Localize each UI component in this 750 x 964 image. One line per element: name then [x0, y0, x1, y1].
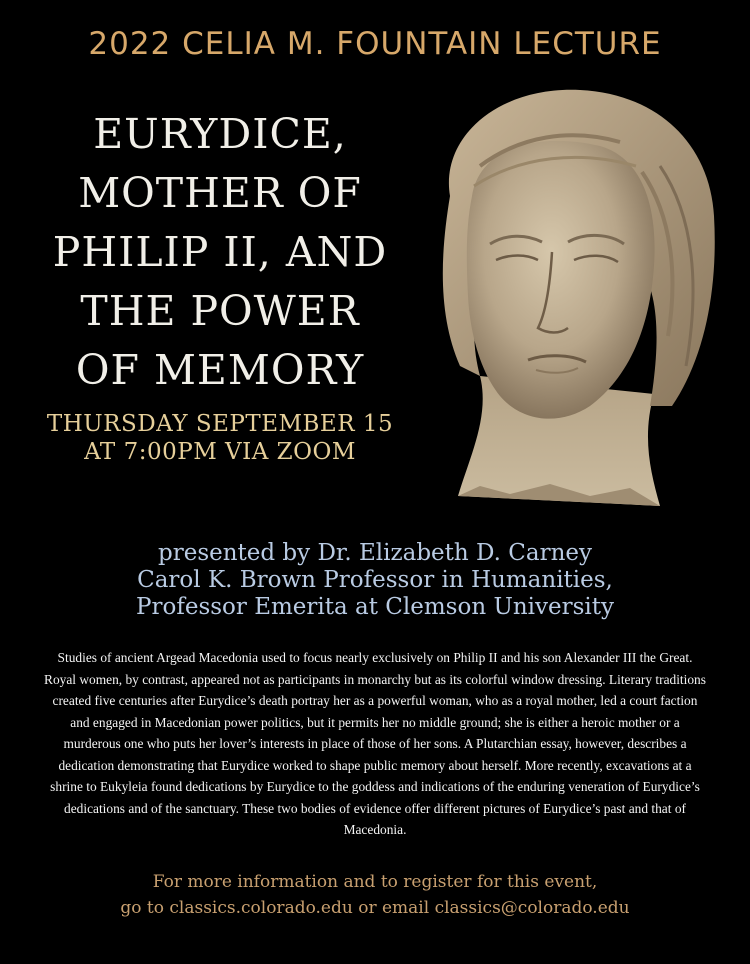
event-date: THURSDAY SEPTEMBER 15	[46, 411, 394, 437]
lecture-title-line-5: OF MEMORY	[75, 346, 365, 394]
lecture-title-line-4: THE POWER	[80, 287, 360, 335]
presenter-affiliation: Professor Emerita at Clemson University	[136, 594, 614, 620]
lecture-title-line-3: PHILIP II, AND	[52, 228, 388, 276]
bust-face	[467, 141, 655, 419]
registration-line-1: For more information and to register for this event,	[152, 872, 598, 892]
event-datetime	[20, 410, 420, 466]
presenter-title: Carol K. Brown Professor in Humanities,	[137, 567, 613, 593]
presenter-name: presented by Dr. Elizabeth D. Carney	[157, 540, 592, 566]
lecture-title	[20, 105, 420, 400]
lecture-title-line-2: MOTHER OF	[78, 169, 362, 217]
registration-line-2: go to classics.colorado.edu or email classics@colorado.edu	[120, 898, 630, 918]
event-time: AT 7:00PM VIA ZOOM	[84, 439, 356, 465]
marble-bust-image	[410, 76, 728, 512]
lecture-abstract: Studies of ancient Argead Macedonia used to focus nearly exclusively on Philip II and his son Alexander III the Great. Royal women, by contrast, appeared not as participants in monarchy but as its colorful window dressing. Literary traditions created five centuries after Eurydice’s death portray her as a powerful woman, who as a royal mother, led a court faction and engaged in Macedonian power politics, but it permits her no middle ground; she is either a heroic mother or a murderous one who puts her lover’s interests in place of those of her sons. A Plutarchian essay, however, describes a dedication demonstrating that Eurydice worked to shape public memory about herself. More recently, excavations at a shrine to Eukyleia found dedications by Eurydice to the goddess and indications of the enduring veneration of Eurydice’s dedications and of the sanctuary. These two bodies of evidence offer different pictures of Eurydice’s past and that of Macedonia.	[44, 650, 706, 837]
registration-info	[0, 869, 750, 921]
presenter-block	[0, 540, 750, 621]
series-title: 2022 CELIA M. FOUNTAIN LECTURE	[88, 26, 662, 62]
lecture-title-line-1: EURYDICE,	[93, 110, 347, 158]
